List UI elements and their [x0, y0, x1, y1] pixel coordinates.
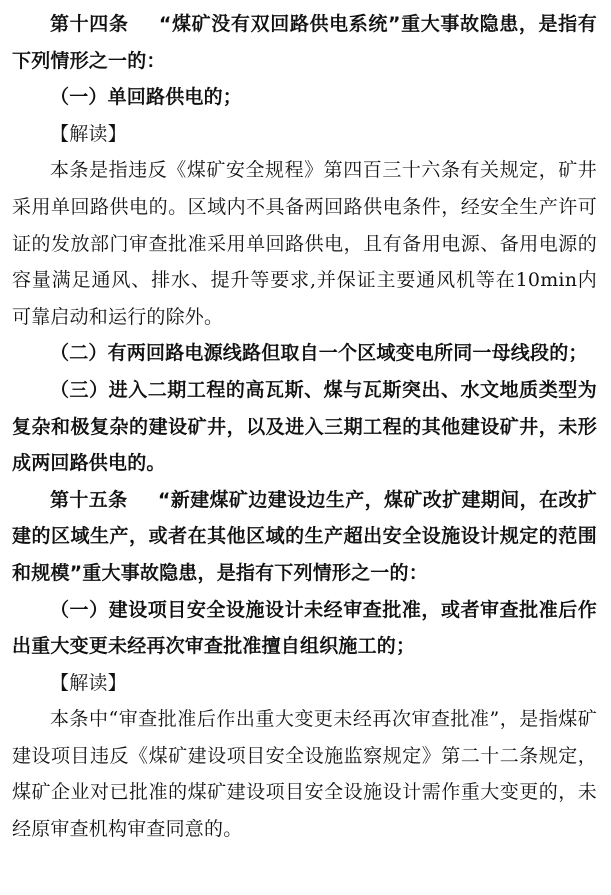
- article-14-number: 第十四条: [50, 13, 129, 35]
- article-14-heading: [12, 6, 597, 79]
- article-14-interpretation-label: 【解读】: [50, 122, 127, 145]
- article-14-item-1: （一）单回路供电的；: [50, 86, 243, 109]
- article-14-item-2: （二）有两回路电源线路但取自一个区域变电所同一母线段的；: [50, 342, 588, 365]
- article-14-heading-text: “煤矿没有双回路供电系统”重大事故隐患，是指有下列情形之一的：: [12, 13, 597, 72]
- article-15-interpretation-label: 【解读】: [50, 671, 127, 694]
- article-14-interpretation-body: 本条是指违反《煤矿安全规程》第四百三十六条有关规定，矿井采用单回路供电的。区域内不具备两回路供电条件，经安全生产许可证的发放部门审查批准采用单回路供电，且有备用电源、备用电源的容量满足通风、排水、提升等要求,并保证主要通风机等在10min内可靠启动和运行的除外。: [12, 159, 597, 328]
- article-15-heading: [12, 482, 597, 592]
- article-14-item-3: （三）进入二期工程的高瓦斯、煤与瓦斯突出、水文地质类型为复杂和极复杂的建设矿井，以及进入三期工程的其他建设矿井，未形成两回路供电的。: [12, 378, 597, 475]
- article-15-number: 第十五条: [50, 488, 128, 511]
- article-15-interpretation-body: 本条中“审查批准后作出重大变更未经再次审查批准”，是指煤矿建设项目违反《煤矿建设项目安全设施监察规定》第二十二条规定，煤矿企业对已批准的煤矿建设项目安全设施设计需作重大变更的，未经原审查机构审查同意的。: [12, 708, 597, 841]
- article-15-item-1: （一）建设项目安全设施设计未经审查批准，或者审查批准后作出重大变更未经再次审查批准擅自组织施工的；: [12, 598, 597, 658]
- article-15-heading-text: “新建煤矿边建设边生产，煤矿改扩建期间，在改扩建的区域生产，或者在其他区域的生产超出安全设施设计规定的范围和规模”重大事故隐患，是指有下列情形之一的：: [12, 488, 597, 584]
